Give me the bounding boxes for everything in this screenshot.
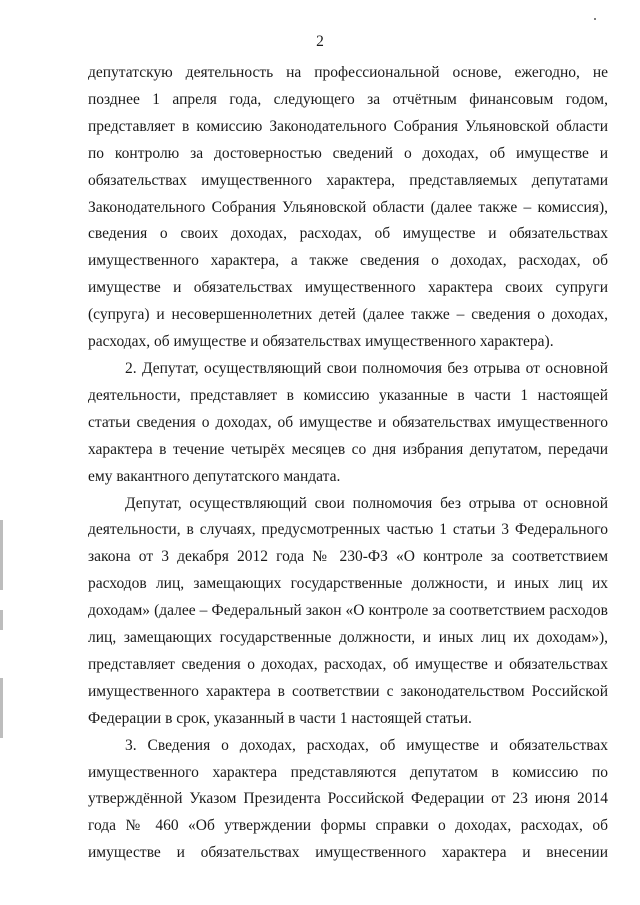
- scan-edge-mark: [0, 610, 3, 630]
- paragraph-continuation: депутатскую деятельность на профессиональной основе, ежегодно, не позднее 1 апреля года, следующего за отчётным финансовым годом, представляет в комиссию Законодательного Собрания Ульяновской области по контролю за достоверностью сведений о доходах, об имуществе и обязательствах имущественного характера, представляемых депутатами Законодательного Собрания Ульяновской области (далее также – комиссия), сведения о своих доходах, расходах, об имуществе и обязательствах имущественного характера, а также сведения о доходах, расходах, об имуществе и обязательствах имущественного характера своих супруги (супруга) и несовершеннолетних детей (далее также – сведения о доходах, расходах, об имуществе и обязательствах имущественного характера).: [88, 64, 608, 351]
- scan-edge-mark: [0, 678, 3, 738]
- paragraph-section-2-continued: Депутат, осуществляющий свои полномочия без отрыва от основной деятельности, в случаях, предусмотренных частью 1 статьи 3 Федерального закона от 3 декабря 2012 года № 230-ФЗ «О контроле за соответствием расходов лиц, замещающих государственные должности, и иных лиц их доходам» (далее – Федеральный закон «О контроле за соответствием расходов лиц, замещающих государственные должности, и иных лиц их доходам»), представляет сведения о доходах, расходах, об имуществе и обязательствах имущественного характера в соответствии с законодательством Российской Федерации в срок, указанный в части 1 настоящей статьи.: [88, 494, 608, 727]
- scan-speck: [594, 18, 596, 20]
- paragraph-section-3: 3. Сведения о доходах, расходах, об имуществе и обязательствах имущественного характера представляются депутатом в комиссию по утверждённой Указом Президента Российской Федерации от 23 июня 2014 года № 460 «Об утверждении формы справки о доходах, расходах, об имуществе и обязательствах имущественного характера и внесении: [88, 736, 608, 862]
- scan-edge-mark: [0, 520, 3, 590]
- document-body: [88, 60, 608, 867]
- paragraph-section-2: 2. Депутат, осуществляющий свои полномочия без отрыва от основной деятельности, представляет в комиссию указанные в части 1 настоящей статьи сведения о доходах, об имуществе и обязательствах имущественного характера в течение четырёх месяцев со дня избрания депутатом, передачи ему вакантного депутатского мандата.: [88, 359, 608, 485]
- page-number: 2: [316, 33, 324, 50]
